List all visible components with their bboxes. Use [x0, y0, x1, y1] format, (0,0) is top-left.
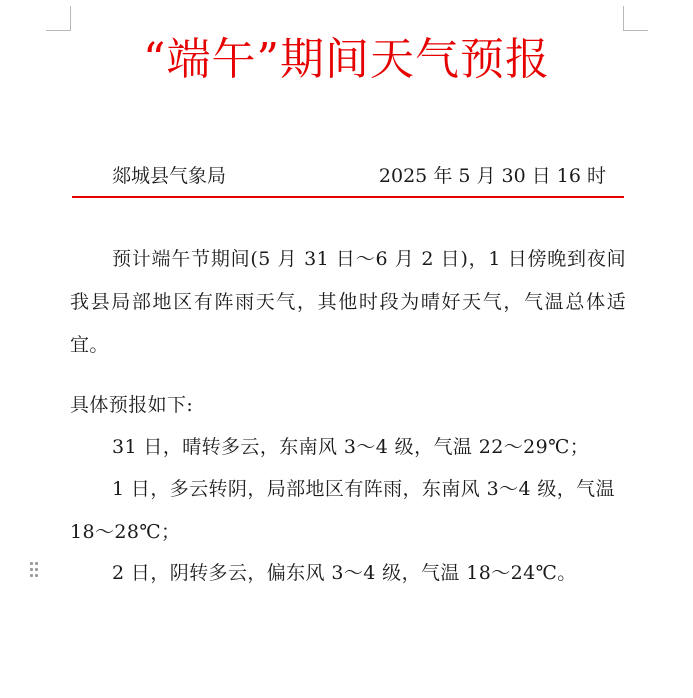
forecast-day-1: 1 日，多云转阴，局部地区有阵雨，东南风 3～4 级，气温 18～28℃； [70, 478, 615, 543]
document-title: “端午”期间天气预报 [143, 34, 550, 85]
forecast-intro: 具体预报如下: [70, 394, 194, 416]
header-divider [72, 196, 624, 198]
forecast-day-2: 2 日，阴转多云，偏东风 3～4 级，气温 18～24℃。 [112, 562, 577, 584]
page-corner-top-right-icon [623, 6, 648, 31]
issuer-name: 郯城县气象局 [112, 165, 227, 187]
summary-paragraph: 预计端午节期间(5 月 31 日～6 月 2 日)，1 日傍晚到夜间我县局部地区有阵雨天气，其他时段为晴好天气，气温总体适宜。 [70, 248, 626, 356]
issue-date: 2025 年 5 月 30 日 16 时 [378, 165, 606, 187]
page-corner-top-left-icon [46, 6, 71, 31]
forecast-day-31: 31 日，晴转多云，东南风 3～4 级，气温 22～29℃； [112, 436, 590, 458]
drag-handle-icon[interactable] [30, 562, 38, 578]
